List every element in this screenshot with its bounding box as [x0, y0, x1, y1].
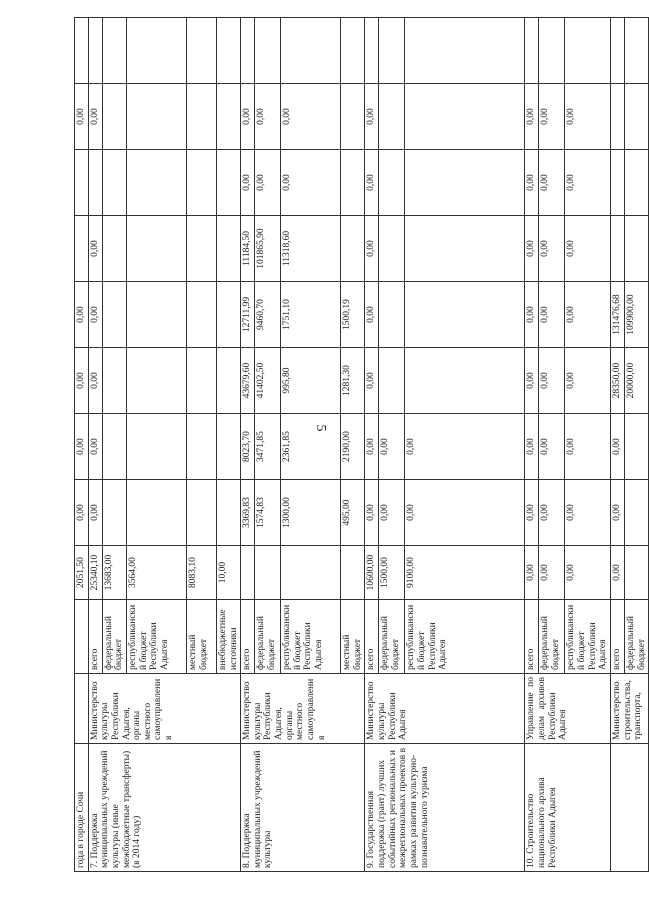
value-cell: 0,00: [75, 414, 89, 480]
value-cell: [186, 282, 216, 348]
value-cell: [216, 480, 240, 546]
activity-title: 7. Поддержка муниципальных учреждений культуры (иные межбюджетные трансферты) (в 2014 году): [88, 744, 241, 872]
value-cell: [405, 282, 525, 348]
value-cell: 0,00: [525, 414, 539, 480]
value-cell: 1751,10: [281, 282, 341, 348]
value-cell: 0,00: [565, 348, 611, 414]
value-cell: 109900,00: [624, 282, 648, 348]
value-cell: 0,00: [379, 414, 405, 480]
table-row: [75, 18, 89, 872]
value-cell: [624, 216, 648, 282]
value-cell: 25340,10: [88, 546, 102, 600]
value-cell: 12711,99: [241, 282, 255, 348]
value-cell: 0,00: [539, 546, 565, 600]
value-cell: [610, 216, 624, 282]
value-cell: 0,00: [88, 348, 102, 414]
value-cell: 0,00: [365, 348, 379, 414]
funding-source-cell: республиканский бюджет Республики Адыгея: [281, 600, 341, 674]
value-cell: [186, 84, 216, 150]
value-cell: 0,00: [405, 414, 525, 480]
value-cell: [126, 150, 186, 216]
value-cell: [186, 414, 216, 480]
value-cell: 0,00: [539, 348, 565, 414]
value-cell: [624, 84, 648, 150]
value-cell: 0,00: [610, 480, 624, 546]
value-cell: [624, 150, 648, 216]
value-cell: 2361,85: [281, 414, 341, 480]
value-cell: [379, 18, 405, 84]
value-cell: 0,00: [75, 84, 89, 150]
value-cell: 0,00: [539, 84, 565, 150]
value-cell: 8083,10: [186, 546, 216, 600]
value-cell: 11184,50: [241, 216, 255, 282]
value-cell: 0,00: [565, 546, 611, 600]
value-cell: 1500,00: [379, 546, 405, 600]
value-cell: [379, 150, 405, 216]
value-cell: 43679,60: [241, 348, 255, 414]
funding-source-cell: всего: [241, 600, 255, 674]
value-cell: 0,00: [525, 150, 539, 216]
value-cell: 0,00: [525, 348, 539, 414]
activity-title: 10. Строительство национального архива Республики Адыгея: [525, 744, 611, 872]
value-cell: 0,00: [88, 414, 102, 480]
value-cell: [341, 150, 365, 216]
value-cell: 0,00: [88, 282, 102, 348]
funding-source-cell: федеральный бюджет: [379, 600, 405, 674]
value-cell: 2051,50: [75, 546, 89, 600]
value-cell: 0,00: [525, 216, 539, 282]
value-cell: [102, 18, 126, 84]
value-cell: [405, 18, 525, 84]
value-cell: [379, 282, 405, 348]
funding-source-cell: внебюджетные источники: [216, 600, 240, 674]
document-page: [74, 48, 647, 872]
value-cell: 0,00: [365, 480, 379, 546]
table-row: [365, 18, 379, 872]
value-cell: 1300,00: [281, 480, 341, 546]
value-cell: 1500,19: [341, 282, 365, 348]
value-cell: 131476,68: [610, 282, 624, 348]
funding-source-cell: всего: [525, 600, 539, 674]
value-cell: 0,00: [365, 216, 379, 282]
activity-title: года в городе Сочи: [75, 744, 89, 872]
value-cell: 0,00: [565, 414, 611, 480]
value-cell: 0,00: [565, 282, 611, 348]
value-cell: [186, 348, 216, 414]
value-cell: [405, 150, 525, 216]
value-cell: 0,00: [525, 546, 539, 600]
value-cell: [281, 546, 341, 600]
value-cell: [216, 18, 240, 84]
value-cell: [281, 18, 341, 84]
funding-source-cell: всего: [610, 600, 624, 674]
value-cell: 0,00: [75, 348, 89, 414]
table-row: [525, 18, 539, 872]
table-body: [75, 18, 649, 872]
value-cell: 8023,70: [241, 414, 255, 480]
value-cell: 9100,00: [405, 546, 525, 600]
value-cell: [126, 18, 186, 84]
table-row: [610, 18, 624, 872]
value-cell: 0,00: [539, 480, 565, 546]
value-cell: 0,00: [281, 84, 341, 150]
value-cell: [102, 84, 126, 150]
value-cell: [216, 282, 240, 348]
value-cell: 28350,00: [610, 348, 624, 414]
activity-title: 8. Поддержка муниципальных учреждений культуры: [241, 744, 365, 872]
value-cell: 0,00: [525, 84, 539, 150]
value-cell: 9460,70: [255, 282, 281, 348]
activity-title: 9. Государственная поддержка (грант) лучших событийных региональных и межрегиональных проектов в рамках развития культурно-познавательного туризма: [365, 744, 525, 872]
funding-source-cell: всего: [365, 600, 379, 674]
value-cell: 1281,30: [341, 348, 365, 414]
value-cell: [565, 18, 611, 84]
funding-source-cell: федеральный бюджет: [255, 600, 281, 674]
value-cell: [241, 18, 255, 84]
value-cell: 0,00: [255, 150, 281, 216]
value-cell: [126, 282, 186, 348]
value-cell: [365, 18, 379, 84]
value-cell: 0,00: [565, 480, 611, 546]
value-cell: [216, 150, 240, 216]
value-cell: [405, 216, 525, 282]
executor-cell: Министерство культуры Республики Адыгея, органы местного самоуправления: [241, 674, 365, 744]
value-cell: 13683,00: [102, 546, 126, 600]
value-cell: 0,00: [525, 282, 539, 348]
value-cell: 41402,50: [255, 348, 281, 414]
value-cell: 3369,83: [241, 480, 255, 546]
funding-source-cell: республиканский бюджет Республики Адыгея: [126, 600, 186, 674]
value-cell: [75, 216, 89, 282]
source-cell: [75, 600, 89, 674]
value-cell: [186, 18, 216, 84]
value-cell: 0,00: [88, 84, 102, 150]
table-row: [241, 18, 255, 872]
value-cell: 3471,85: [255, 414, 281, 480]
value-cell: 0,00: [539, 216, 565, 282]
table-row: [88, 18, 102, 872]
value-cell: 0,00: [365, 414, 379, 480]
value-cell: [341, 216, 365, 282]
value-cell: [102, 150, 126, 216]
value-cell: 3564,00: [126, 546, 186, 600]
value-cell: [405, 348, 525, 414]
value-cell: [610, 18, 624, 84]
value-cell: [539, 18, 565, 84]
value-cell: 2190,00: [341, 414, 365, 480]
executor-cell: Управление по делам архивов Республики Адыгея: [525, 674, 611, 744]
value-cell: [379, 216, 405, 282]
value-cell: 0,00: [241, 84, 255, 150]
value-cell: 0,00: [88, 480, 102, 546]
value-cell: 0,00: [281, 150, 341, 216]
value-cell: [341, 18, 365, 84]
value-cell: [186, 480, 216, 546]
value-cell: 0,00: [539, 150, 565, 216]
value-cell: 11318,60: [281, 216, 341, 282]
value-cell: [241, 546, 255, 600]
funding-source-cell: федеральный бюджет: [539, 600, 565, 674]
value-cell: 0,00: [365, 282, 379, 348]
value-cell: [255, 18, 281, 84]
value-cell: 0,00: [610, 414, 624, 480]
executor-cell: Министерство культуры Республики Адыгея, органы местного самоуправления: [88, 674, 241, 744]
value-cell: [126, 414, 186, 480]
value-cell: 10600,00: [365, 546, 379, 600]
value-cell: [88, 18, 102, 84]
page-number: 5: [313, 424, 328, 432]
value-cell: [610, 150, 624, 216]
value-cell: [75, 150, 89, 216]
value-cell: 995,80: [281, 348, 341, 414]
value-cell: [102, 480, 126, 546]
value-cell: 0,00: [405, 480, 525, 546]
executor-cell: [75, 674, 89, 744]
value-cell: [102, 216, 126, 282]
value-cell: [624, 546, 648, 600]
value-cell: [75, 18, 89, 84]
value-cell: [379, 348, 405, 414]
value-cell: 0,00: [255, 84, 281, 150]
value-cell: [624, 414, 648, 480]
value-cell: [216, 348, 240, 414]
value-cell: [405, 84, 525, 150]
executor-cell: Министерство культуры Республики Адыгея: [365, 674, 525, 744]
value-cell: 0,00: [365, 84, 379, 150]
value-cell: [379, 84, 405, 150]
value-cell: 0,00: [565, 150, 611, 216]
budget-table: [74, 17, 649, 872]
funding-source-cell: местный бюджет: [341, 600, 365, 674]
value-cell: 1574,83: [255, 480, 281, 546]
value-cell: 10,00: [216, 546, 240, 600]
funding-source-cell: федеральный бюджет: [102, 600, 126, 674]
value-cell: [624, 18, 648, 84]
value-cell: 20000,00: [624, 348, 648, 414]
executor-cell: Министерство строительства, транспорта,: [610, 674, 648, 744]
value-cell: [126, 216, 186, 282]
value-cell: [126, 84, 186, 150]
value-cell: [624, 480, 648, 546]
funding-source-cell: всего: [88, 600, 102, 674]
value-cell: [102, 282, 126, 348]
value-cell: [216, 216, 240, 282]
activity-title: [610, 744, 648, 872]
value-cell: [126, 348, 186, 414]
value-cell: [102, 348, 126, 414]
value-cell: 0,00: [75, 282, 89, 348]
value-cell: [525, 18, 539, 84]
value-cell: 0,00: [75, 480, 89, 546]
value-cell: 0,00: [539, 282, 565, 348]
value-cell: [255, 546, 281, 600]
value-cell: [610, 84, 624, 150]
value-cell: 0,00: [565, 84, 611, 150]
value-cell: 101865,90: [255, 216, 281, 282]
funding-source-cell: местный бюджет: [186, 600, 216, 674]
funding-source-cell: республиканский бюджет Республики Адыгея: [565, 600, 611, 674]
value-cell: 495,00: [341, 480, 365, 546]
value-cell: [88, 150, 102, 216]
value-cell: [341, 546, 365, 600]
funding-source-cell: федеральный бюджет: [624, 600, 648, 674]
funding-source-cell: республиканский бюджет Республики Адыгея: [405, 600, 525, 674]
value-cell: [186, 216, 216, 282]
value-cell: 0,00: [525, 480, 539, 546]
value-cell: 0,00: [539, 414, 565, 480]
value-cell: 0,00: [379, 480, 405, 546]
value-cell: 0,00: [565, 216, 611, 282]
value-cell: [126, 480, 186, 546]
value-cell: 0,00: [365, 150, 379, 216]
value-cell: [102, 414, 126, 480]
value-cell: [216, 414, 240, 480]
value-cell: 0,00: [610, 546, 624, 600]
value-cell: [186, 150, 216, 216]
value-cell: [216, 84, 240, 150]
rotated-table-container: [74, 48, 647, 872]
value-cell: [341, 84, 365, 150]
value-cell: 0,00: [241, 150, 255, 216]
value-cell: 0,00: [88, 216, 102, 282]
